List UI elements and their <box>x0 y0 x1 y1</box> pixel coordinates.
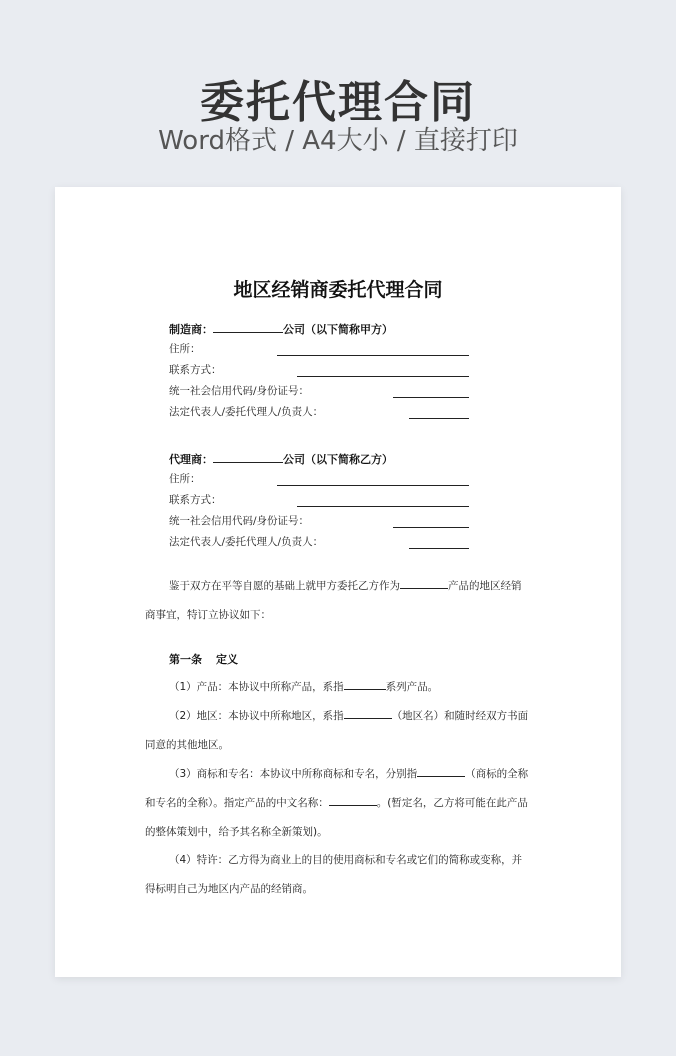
fill-blank[interactable] <box>297 506 469 507</box>
clause-text: （1）产品：本协议中所称产品，系指 <box>169 681 344 693</box>
party-b-field-contact <box>169 493 469 507</box>
field-label: 住所： <box>169 473 201 485</box>
fill-blank[interactable] <box>297 376 469 377</box>
document-page <box>55 187 621 977</box>
intro-text-after: 产品的地区经销商事宜，特订立协议如下： <box>145 580 522 621</box>
clause-3-trademark <box>145 760 530 847</box>
field-label: 统一社会信用代码/身份证号： <box>169 385 310 397</box>
article-1-heading <box>169 651 238 667</box>
party-b-label: 代理商： <box>169 453 213 466</box>
party-b-field-address <box>169 472 469 486</box>
clause-4-license <box>145 846 530 904</box>
trademark-name-blank[interactable] <box>417 765 465 777</box>
party-a-section <box>169 321 469 419</box>
article-title: 定义 <box>216 653 238 666</box>
fill-blank[interactable] <box>277 355 469 356</box>
clause-text: （商标的全称和专名的全称）。指定产品的中文名称： <box>145 768 529 809</box>
product-series-blank[interactable] <box>344 678 386 690</box>
document-title: 地区经销商委托代理合同 <box>233 279 443 301</box>
article-number: 第一条 <box>169 653 202 666</box>
clause-text: （地区名）和随时经双方书面同意的其他地区。 <box>145 710 529 751</box>
party-b-heading <box>169 451 469 465</box>
party-a-field-credit-code <box>169 384 469 398</box>
party-a-field-representative <box>169 405 469 419</box>
intro-paragraph <box>145 572 530 630</box>
party-a-label: 制造商： <box>169 323 213 336</box>
field-label: 联系方式： <box>169 494 222 506</box>
party-b-field-representative <box>169 535 469 549</box>
intro-text-before: 鉴于双方在平等自愿的基础上就甲方委托乙方作为 <box>169 580 400 592</box>
clause-text: 。(暂定名，乙方将可能在此产品的整体策划中，给予其名称全新策划)。 <box>145 797 528 838</box>
party-a-heading <box>169 321 469 335</box>
banner-title: 委托代理合同 <box>200 77 476 128</box>
clause-text: （3）商标和专名：本协议中所称商标和专名，分别指 <box>169 768 418 780</box>
clause-1-product <box>145 673 530 702</box>
field-label: 法定代表人/委托代理人/负责人： <box>169 406 324 418</box>
field-label: 法定代表人/委托代理人/负责人： <box>169 536 324 548</box>
fill-blank[interactable] <box>277 485 469 486</box>
intro-product-blank[interactable] <box>400 577 448 589</box>
field-label: 住所： <box>169 343 201 355</box>
clause-2-region <box>145 702 530 760</box>
party-b-name-blank[interactable] <box>213 451 283 463</box>
party-a-suffix: 公司（以下简称甲方） <box>283 323 393 336</box>
fill-blank[interactable] <box>409 548 469 549</box>
fill-blank[interactable] <box>393 527 469 528</box>
field-label: 联系方式： <box>169 364 222 376</box>
clause-text: （2）地区：本协议中所称地区，系指 <box>169 710 344 722</box>
party-b-section <box>169 451 469 549</box>
banner-subtitle: Word格式 / A4大小 / 直接打印 <box>158 126 518 156</box>
clause-text: （4）特许：乙方得为商业上的目的使用商标和专名或它们的简称或变称，并得标明自己为地区内产品的经销商。 <box>145 854 523 895</box>
party-b-suffix: 公司（以下简称乙方） <box>283 453 393 466</box>
region-name-blank[interactable] <box>344 707 392 719</box>
party-a-field-address <box>169 342 469 356</box>
party-b-field-credit-code <box>169 514 469 528</box>
fill-blank[interactable] <box>409 418 469 419</box>
party-a-field-contact <box>169 363 469 377</box>
fill-blank[interactable] <box>393 397 469 398</box>
field-label: 统一社会信用代码/身份证号： <box>169 515 310 527</box>
party-a-name-blank[interactable] <box>213 321 283 333</box>
clause-text: 系列产品。 <box>385 681 439 693</box>
chinese-name-blank[interactable] <box>329 794 377 806</box>
